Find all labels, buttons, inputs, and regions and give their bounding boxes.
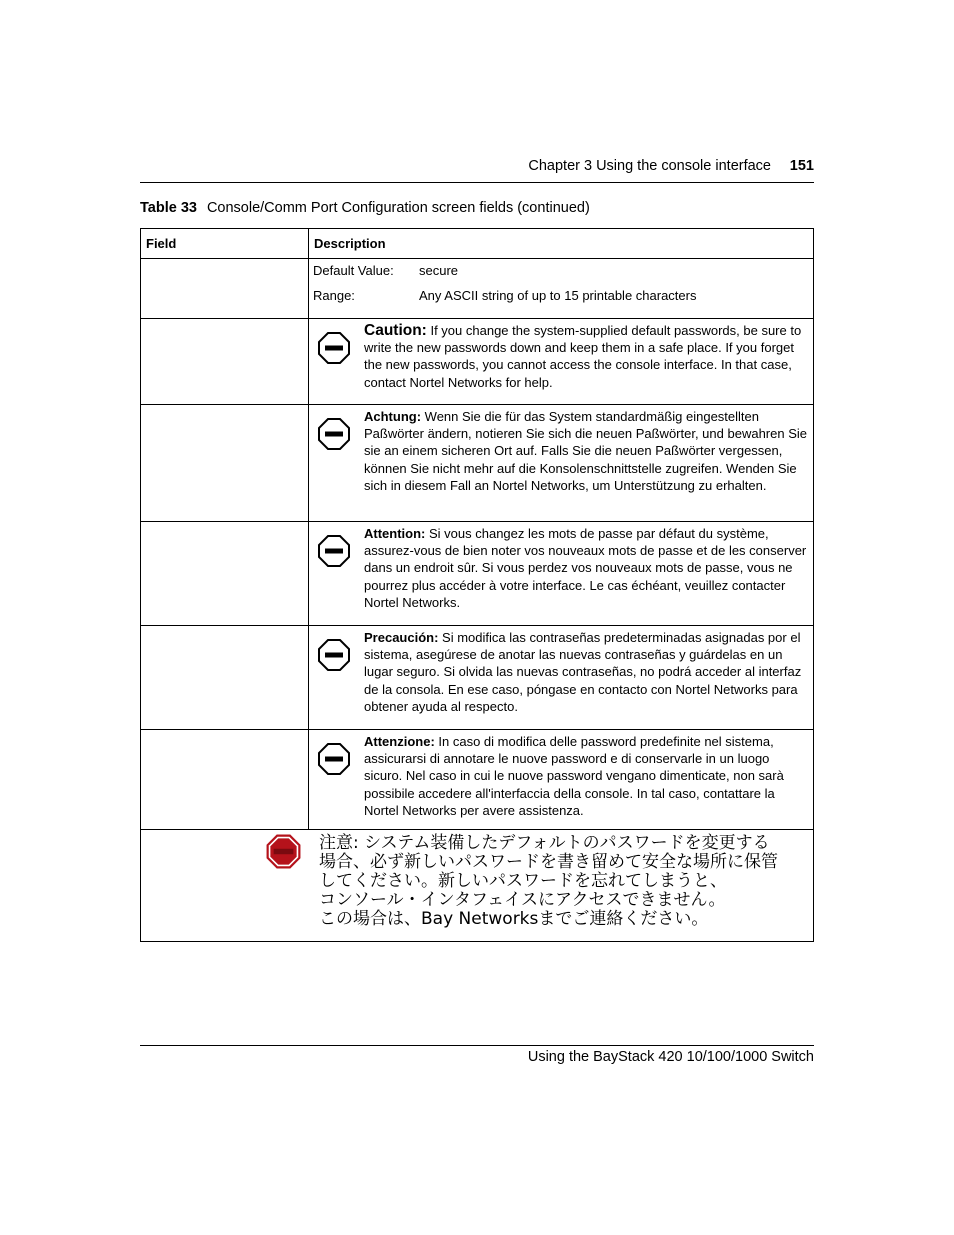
chapter-title: Chapter 3 Using the console interface (528, 158, 771, 174)
page-number: 151 (789, 158, 814, 174)
field-cell (141, 405, 309, 522)
warning-body: In caso di modifica delle password predefinite nel sistema, assicurarsi di annotare le nuove password e di conservarle in un luogo sicuro. Nel caso in cui le nuove password vengano dimenticate, non sarà possibile accedere all'interfaccia della console. In tal caso, contattare la Nortel Networks per avere assistenza. (364, 734, 784, 818)
table-row (141, 259, 814, 319)
warning-body: Si modifica las contraseñas predeterminadas asignadas por el sistema, asegúrese de anotar las nuevas contraseñas y guárdelas en un lugar seguro. Si olvida las nuevas contraseñas, no podrá acceder al interfaz de la consola. En ese caso, póngase en contacto con Nortel Networks para obtener ayuda al respecto. (364, 630, 802, 714)
japanese-line: してください。新しいパスワードを忘れてしまうと、 (319, 871, 727, 891)
table-row (141, 830, 814, 942)
range-value: Any ASCII string of up to 15 printable characters (419, 288, 697, 303)
table-number: Table 33 (140, 200, 197, 216)
japanese-line: 場合、必ず新しいパスワードを書き留めて安全な場所に保管 (319, 852, 778, 872)
caution-english (309, 319, 814, 405)
column-header-field: Field (141, 229, 309, 259)
stop-icon (318, 418, 350, 450)
warning-body: Wenn Sie die für das System standardmäßig eingestellten Paßwörter ändern, notieren Sie sich die neuen Paßwörter, und bewahren Sie sie an einem sicheren Ort auf. Falls Sie die neuen Paßwörter vergessen, können Sie nicht mehr auf die Konsolenschnittstelle zugreifen. Wenden Sie sich in diesem Fall an Nortel Networks, um Unterstützung zu erhalten. (364, 409, 807, 493)
japanese-line: コンソール・インタフェイスにアクセスできません。 (319, 890, 726, 910)
table-row (141, 730, 814, 830)
field-cell (141, 626, 309, 730)
field-cell (141, 259, 309, 319)
config-table (140, 228, 814, 942)
japanese-line: この場合は、Bay Networksまでご連絡ください。 (319, 909, 709, 929)
table-title: Console/Comm Port Configuration screen fields (continued) (206, 200, 590, 216)
table-header-row (141, 229, 814, 259)
warning-label: Precaución: (364, 630, 439, 645)
stop-icon (266, 834, 301, 869)
warning-label: Attention: (364, 526, 426, 541)
table-row (141, 626, 814, 730)
warning-text (309, 626, 813, 723)
footer-title: Using the BayStack 420 10/100/1000 Switch (527, 1049, 814, 1065)
warning-text (309, 522, 813, 619)
warning-text-japanese (319, 834, 799, 929)
warning-text (309, 319, 813, 399)
caution-spanish (309, 626, 814, 730)
caution-japanese (141, 830, 814, 942)
warning-body: Si vous changez les mots de passe par défaut du système, assurez-vous de bien noter vos nouveaux mots de passe et de les conserver dans un endroit sûr. Si vous perdez vos nouveaux mots de passe, vous ne pourrez plus accéder à votre interface. Le cas échéant, veuillez contacter Nortel Networks. (364, 526, 807, 610)
warning-label: Achtung: (364, 409, 422, 424)
table-row (141, 522, 814, 626)
field-cell (141, 319, 309, 405)
description-cell (309, 259, 814, 319)
field-cell (141, 522, 309, 626)
caution-french (309, 522, 814, 626)
table-row (141, 319, 814, 405)
warning-text (309, 730, 813, 827)
stop-icon (318, 639, 350, 671)
warning-label: Caution: (364, 322, 427, 339)
default-value-label: Default Value: (313, 263, 394, 278)
caution-german (309, 405, 814, 522)
stop-icon (318, 743, 350, 775)
table-row (141, 405, 814, 522)
warning-label: Attenzione: (364, 734, 435, 749)
stop-icon (318, 332, 350, 364)
running-footer (140, 1045, 814, 1065)
column-header-description: Description (309, 229, 814, 259)
default-value: secure (419, 263, 459, 278)
running-header (140, 156, 814, 183)
warning-text (309, 405, 813, 502)
range-label: Range: (313, 288, 355, 303)
default-value-line (313, 264, 809, 289)
warning-body: If you change the system-supplied default passwords, be sure to write the new passwords down and keep them in a safe place. If you forget the new passwords, you cannot access the console interface. In that case, contact Nortel Networks for help. (364, 323, 802, 390)
field-cell (141, 730, 309, 830)
stop-icon (318, 535, 350, 567)
table-caption (140, 200, 590, 216)
japanese-line: 注意: システム装備したデフォルトのパスワードを変更する (319, 833, 770, 853)
range-line (313, 289, 809, 314)
caution-italian (309, 730, 814, 830)
